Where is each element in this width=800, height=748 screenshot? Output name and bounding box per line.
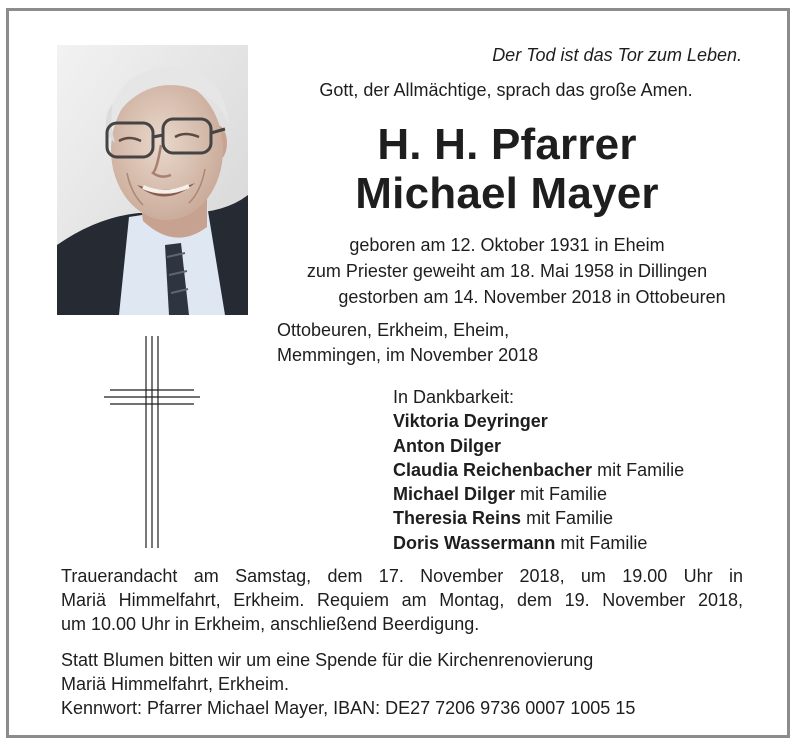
life-dates <box>262 232 752 310</box>
mourner-name: Doris Wassermann <box>393 532 556 553</box>
mourner-name: Michael Dilger <box>393 484 516 505</box>
donation-line: Kennwort: Pfarrer Michael Mayer, IBAN: DE27 7206 9736 0007 1005 15 <box>61 698 636 718</box>
mourner-suffix: mit Familie <box>555 532 648 553</box>
service-line: Trauerandacht am Samstag, dem 17. November 2018, um 19.00 Uhr in <box>61 566 743 586</box>
deceased-name-block <box>262 120 752 218</box>
donation-line: Mariä Himmelfahrt, Erkheim. <box>61 674 290 694</box>
motto: Der Tod ist das Tor zum Leben. <box>492 45 742 65</box>
death-line: gestorben am 14. November 2018 in Ottobeuren <box>338 287 726 307</box>
mourner-line <box>393 409 684 433</box>
mourner-line <box>393 458 684 482</box>
service-and-donation <box>61 564 743 720</box>
service-line: Mariä Himmelfahrt, Erkheim. Requiem am Montag, dem 19. November 2018, <box>61 590 743 610</box>
cross-icon <box>100 336 204 553</box>
quote: Gott, der Allmächtige, sprach das große Amen. <box>319 80 693 100</box>
mourner-name: Anton Dilger <box>393 435 501 456</box>
deceased-title: H. H. Pfarrer <box>377 120 637 169</box>
mourner-line <box>393 434 684 458</box>
birth-line: geboren am 12. Oktober 1931 in Eheim <box>349 235 665 255</box>
mourner-line <box>393 482 684 506</box>
mourner-suffix: mit Familie <box>515 484 608 505</box>
place-date <box>277 318 538 368</box>
thanks-heading: In Dankbarkeit: <box>393 387 515 407</box>
ordination-line: zum Priester geweiht am 18. Mai 1958 in Dillingen <box>306 261 708 281</box>
mourner-name: Viktoria Deyringer <box>393 411 548 432</box>
thanks-block <box>393 385 684 555</box>
mourner-name: Claudia Reichenbacher <box>393 459 593 480</box>
donation-line: Statt Blumen bitten wir um eine Spende für die Kirchenrenovierung <box>61 650 594 670</box>
mourner-suffix: mit Familie <box>592 459 685 480</box>
mourner-line <box>393 506 684 530</box>
mourner-line <box>393 531 684 555</box>
place-line: Ottobeuren, Erkheim, Eheim, <box>277 320 510 340</box>
mourner-name: Theresia Reins <box>393 508 522 529</box>
portrait-photo <box>57 45 248 315</box>
service-line: um 10.00 Uhr in Erkheim, anschließend Beerdigung. <box>61 614 480 634</box>
deceased-name: Michael Mayer <box>355 169 659 218</box>
mourner-suffix: mit Familie <box>521 508 614 529</box>
date-line: Memmingen, im November 2018 <box>277 345 539 365</box>
